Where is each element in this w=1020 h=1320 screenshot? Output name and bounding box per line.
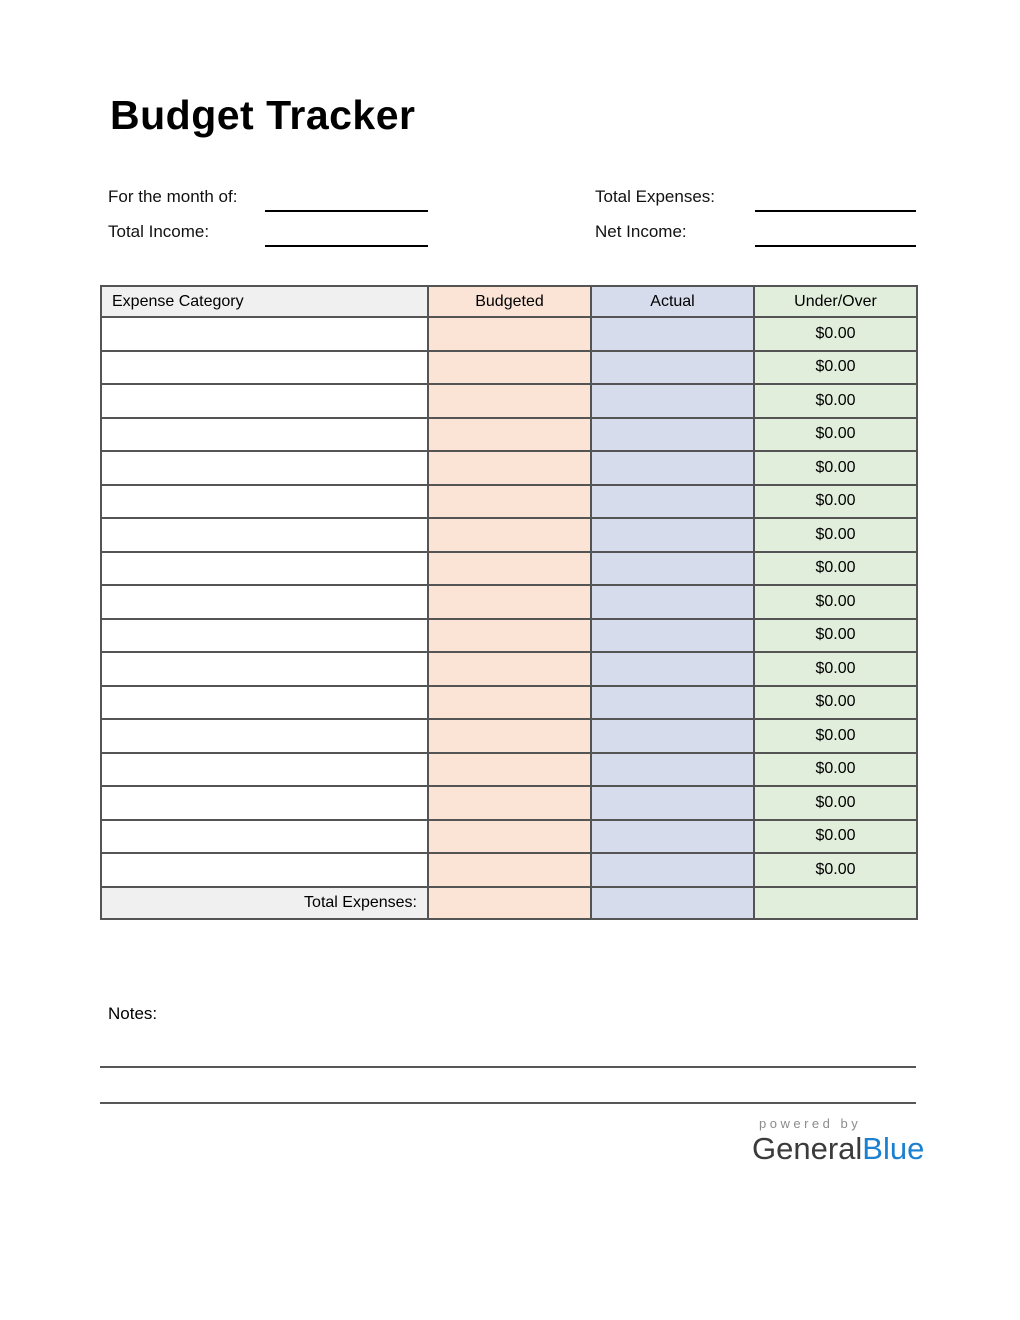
under-over-cell: $0.00 — [754, 719, 917, 753]
column-header-expense-category: Expense Category — [101, 286, 428, 317]
net-income-field[interactable] — [755, 225, 916, 247]
month-label: For the month of: — [108, 187, 238, 206]
table-row — [101, 686, 917, 720]
budgeted-cell[interactable] — [428, 719, 591, 753]
expense-category-cell[interactable] — [101, 418, 428, 452]
total-under-over-cell — [754, 887, 917, 919]
budgeted-cell[interactable] — [428, 585, 591, 619]
expense-category-cell[interactable] — [101, 786, 428, 820]
table-row — [101, 485, 917, 519]
total-budgeted-cell — [428, 887, 591, 919]
table-row — [101, 753, 917, 787]
under-over-cell: $0.00 — [754, 585, 917, 619]
table-row — [101, 384, 917, 418]
table-header-row — [101, 286, 917, 317]
brand-name-blue: Blue — [862, 1131, 925, 1166]
expense-category-cell[interactable] — [101, 552, 428, 586]
under-over-cell: $0.00 — [754, 451, 917, 485]
expense-category-cell[interactable] — [101, 820, 428, 854]
table-row — [101, 351, 917, 385]
actual-cell[interactable] — [591, 719, 754, 753]
total-expenses-row-label: Total Expenses: — [101, 887, 428, 919]
under-over-cell: $0.00 — [754, 786, 917, 820]
under-over-cell: $0.00 — [754, 820, 917, 854]
brand-name-general: General — [752, 1131, 863, 1166]
total-income-field[interactable] — [265, 225, 428, 247]
brand-block — [752, 1116, 925, 1167]
table-row — [101, 619, 917, 653]
actual-cell[interactable] — [591, 451, 754, 485]
actual-cell[interactable] — [591, 418, 754, 452]
powered-by-text: powered by — [759, 1116, 862, 1131]
actual-cell[interactable] — [591, 652, 754, 686]
under-over-cell: $0.00 — [754, 753, 917, 787]
expense-category-cell[interactable] — [101, 317, 428, 351]
table-row — [101, 552, 917, 586]
under-over-cell: $0.00 — [754, 652, 917, 686]
budgeted-cell[interactable] — [428, 619, 591, 653]
page-title: Budget Tracker — [110, 92, 416, 138]
table-row — [101, 820, 917, 854]
expense-category-cell[interactable] — [101, 485, 428, 519]
under-over-cell: $0.00 — [754, 552, 917, 586]
under-over-cell: $0.00 — [754, 485, 917, 519]
expense-category-cell[interactable] — [101, 585, 428, 619]
notes-line-1[interactable] — [100, 1066, 916, 1068]
budgeted-cell[interactable] — [428, 451, 591, 485]
table-row — [101, 786, 917, 820]
expense-category-cell[interactable] — [101, 652, 428, 686]
budgeted-cell[interactable] — [428, 853, 591, 887]
column-header-actual: Actual — [591, 286, 754, 317]
actual-cell[interactable] — [591, 619, 754, 653]
under-over-cell: $0.00 — [754, 317, 917, 351]
table-row — [101, 652, 917, 686]
total-expenses-row — [101, 887, 917, 919]
under-over-cell: $0.00 — [754, 853, 917, 887]
under-over-cell: $0.00 — [754, 518, 917, 552]
under-over-cell: $0.00 — [754, 686, 917, 720]
budgeted-cell[interactable] — [428, 317, 591, 351]
budgeted-cell[interactable] — [428, 518, 591, 552]
expense-table — [100, 285, 918, 920]
expense-category-cell[interactable] — [101, 719, 428, 753]
actual-cell[interactable] — [591, 853, 754, 887]
brand-logo — [752, 1131, 925, 1167]
expense-category-cell[interactable] — [101, 351, 428, 385]
actual-cell[interactable] — [591, 786, 754, 820]
actual-cell[interactable] — [591, 820, 754, 854]
expense-category-cell[interactable] — [101, 619, 428, 653]
expense-category-cell[interactable] — [101, 451, 428, 485]
notes-line-2[interactable] — [100, 1102, 916, 1104]
expense-category-cell[interactable] — [101, 384, 428, 418]
actual-cell[interactable] — [591, 518, 754, 552]
total-expenses-field[interactable] — [755, 190, 916, 212]
expense-category-cell[interactable] — [101, 853, 428, 887]
expense-category-cell[interactable] — [101, 686, 428, 720]
actual-cell[interactable] — [591, 384, 754, 418]
budgeted-cell[interactable] — [428, 485, 591, 519]
budgeted-cell[interactable] — [428, 652, 591, 686]
budgeted-cell[interactable] — [428, 786, 591, 820]
budgeted-cell[interactable] — [428, 351, 591, 385]
column-header-under-over: Under/Over — [754, 286, 917, 317]
actual-cell[interactable] — [591, 351, 754, 385]
table-row — [101, 451, 917, 485]
actual-cell[interactable] — [591, 317, 754, 351]
total-expenses-label: Total Expenses: — [595, 187, 716, 206]
under-over-cell: $0.00 — [754, 384, 917, 418]
under-over-cell: $0.00 — [754, 418, 917, 452]
table-row — [101, 418, 917, 452]
table-row — [101, 518, 917, 552]
table-row — [101, 853, 917, 887]
table-row — [101, 317, 917, 351]
under-over-cell: $0.00 — [754, 351, 917, 385]
budgeted-cell[interactable] — [428, 686, 591, 720]
budgeted-cell[interactable] — [428, 384, 591, 418]
month-field[interactable] — [265, 190, 428, 212]
column-header-budgeted: Budgeted — [428, 286, 591, 317]
budgeted-cell[interactable] — [428, 552, 591, 586]
actual-cell[interactable] — [591, 686, 754, 720]
table-row — [101, 585, 917, 619]
expense-category-cell[interactable] — [101, 518, 428, 552]
expense-table-body — [101, 317, 917, 887]
table-row — [101, 719, 917, 753]
under-over-cell: $0.00 — [754, 619, 917, 653]
actual-cell[interactable] — [591, 585, 754, 619]
notes-label: Notes: — [108, 1004, 158, 1023]
total-actual-cell — [591, 887, 754, 919]
total-income-label: Total Income: — [108, 222, 210, 241]
budgeted-cell[interactable] — [428, 820, 591, 854]
net-income-label: Net Income: — [595, 222, 687, 241]
budgeted-cell[interactable] — [428, 418, 591, 452]
actual-cell[interactable] — [591, 485, 754, 519]
budgeted-cell[interactable] — [428, 753, 591, 787]
expense-category-cell[interactable] — [101, 753, 428, 787]
actual-cell[interactable] — [591, 753, 754, 787]
actual-cell[interactable] — [591, 552, 754, 586]
